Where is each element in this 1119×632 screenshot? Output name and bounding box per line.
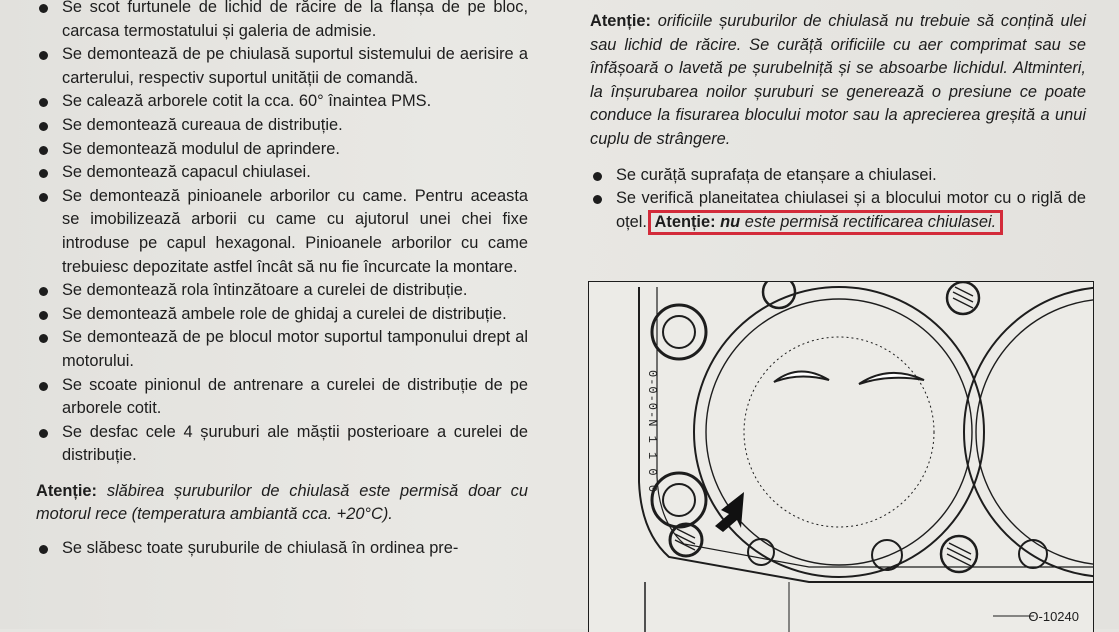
list-item: Se demontează cureaua de distribuție.	[36, 114, 528, 138]
list-item: Se demontează de pe blocul motor suportul tamponului drept al motorului.	[36, 326, 528, 373]
list-item: Se curăță suprafața de etanșare a chiulasei.	[590, 164, 1086, 188]
list-item: Se demontează modulul de aprindere.	[36, 138, 528, 162]
list-item: Se demontează capacul chiulasei.	[36, 161, 528, 185]
highlight-text: este permisă rectificarea chiulasei.	[740, 212, 997, 231]
left-bullet-list	[36, 0, 528, 468]
highlight-label: Atenție:	[654, 212, 716, 231]
list-item: Se calează arborele cotit la cca. 60° înaintea PMS.	[36, 90, 528, 114]
list-item	[590, 187, 1086, 234]
warning-text: slăbirea șuruburilor de chiulasă este permisă doar cu motorul rece (temperatura ambiantă cca. +20°C).	[36, 481, 528, 524]
figure-code: O-10240	[1028, 609, 1079, 624]
highlighted-warning	[648, 210, 1004, 235]
list-item: Se demontează de pe chiulasă suportul sistemului de aerisire a carterului, respectiv suportul unității de comandă.	[36, 43, 528, 90]
threaded-hole	[947, 282, 979, 314]
right-warning-note	[590, 10, 1086, 152]
oil-hole	[748, 539, 774, 565]
list-item: Se demontează rola întinzătoare a curelei de distribuție.	[36, 279, 528, 303]
oil-hole	[872, 540, 902, 570]
right-column	[590, 10, 1086, 234]
bolt-hole	[652, 305, 706, 359]
list-item: Se slăbesc toate șuruburile de chiulasă în ordinea pre-	[36, 537, 528, 561]
list-item: Se desfac cele 4 șuruburi ale măștii posterioare a curelei de distribuție.	[36, 421, 528, 468]
list-item: Se demontează pinioanele arborilor cu came. Pentru aceasta se imobilizează arborii cu came cu ajutorul unei chei fixe introduse pe capul hexagonal. Pinioanele arborilor cu came trebuiesc depozitate astfel încât să nu fie încurcate la montare.	[36, 185, 528, 279]
cylinder-bore	[694, 287, 984, 577]
gasket-drawing	[589, 282, 1093, 632]
gasket-marking: 0-0-0-N 1 1 0 0	[645, 370, 659, 494]
cylinder-head-gasket-figure	[588, 281, 1094, 632]
warning-label: Atenție:	[36, 481, 98, 500]
left-warning-note	[36, 480, 528, 527]
arrow-icon	[715, 492, 744, 532]
warning-label: Atenție:	[590, 12, 652, 30]
warning-text: orificiile șuruburilor de chiulasă nu trebuie să conțină ulei sau lichid de răcire. Se curăță orificiile cu aer comprimat sau se înfășoară o lavetă pe șurubelniță și se absoarbe lichidul. Altminteri, la înșurubarea noilor șuruburi se generează o presiune ce poate conduce la fisurarea blocului motor sau la aprecierea greșită a unui cuplu de strângere.	[590, 12, 1086, 148]
oil-hole	[1019, 540, 1047, 568]
list-item-text: Se verifică planeitatea chiulasei și a blocului motor cu o riglă de oțel.	[616, 189, 1086, 231]
list-item: Se scoate pinionul de antrenare a curelei de distribuție de pe arborele cotit.	[36, 374, 528, 421]
left-bullet-list-bottom	[36, 537, 528, 561]
list-item: Se scot furtunele de lichid de răcire de la flanșa de pe bloc, carcasa termostatului și galeria de admisie.	[36, 0, 528, 43]
right-bullet-list	[590, 164, 1086, 235]
highlight-emphasis: nu	[720, 212, 741, 231]
left-column	[36, 0, 528, 561]
list-item: Se demontează ambele role de ghidaj a curelei de distribuție.	[36, 303, 528, 327]
